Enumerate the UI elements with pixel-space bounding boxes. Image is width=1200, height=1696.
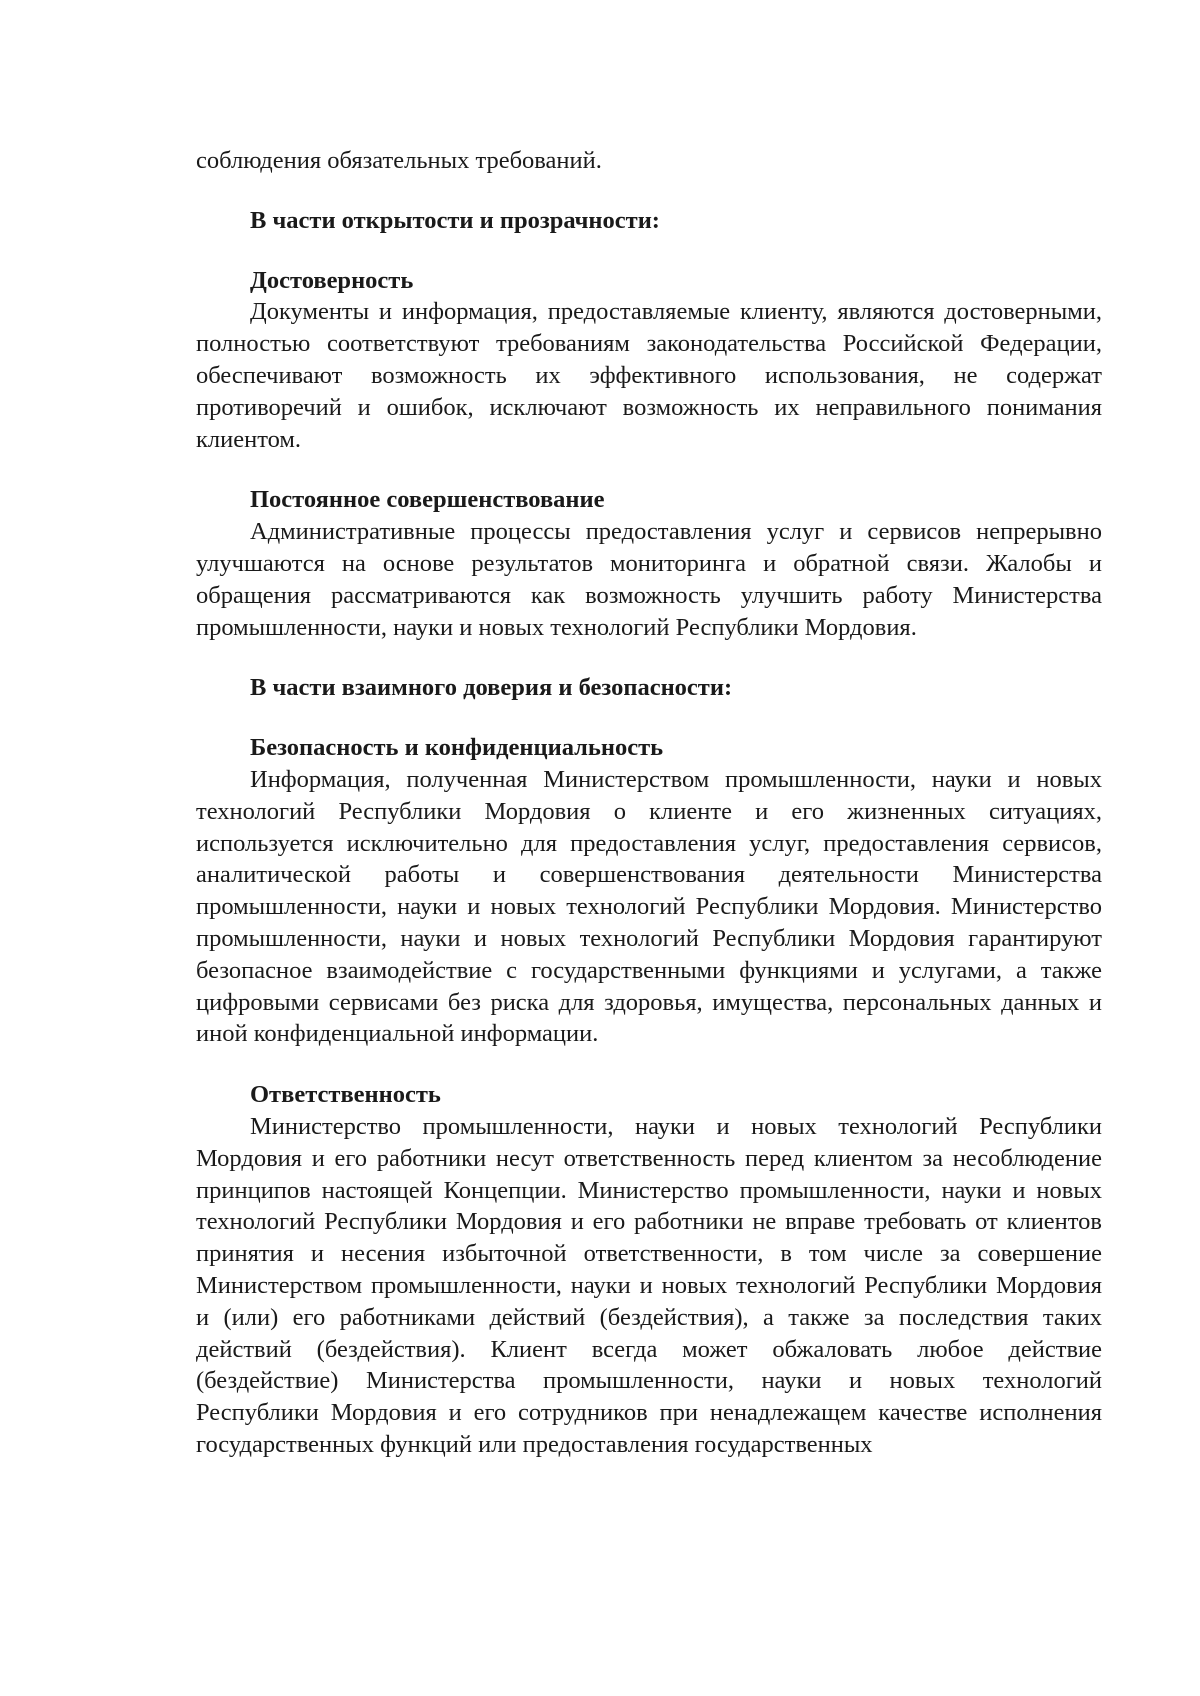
subsection-title: Безопасность и конфиденциальность <box>250 734 664 762</box>
section-heading-trust: В части взаимного доверия и безопасности: <box>250 674 733 702</box>
subsection-paragraph: Министерство промышленности, науки и новых технологий Республики Мордовия и его работники несут ответственность перед клиентом за несоблюдение принципов настоящей Концепции. Министерство промышленности, науки и новых технологий Республики Мордовия и его работники не вправе требовать от клиентов принятия и несения избыточной ответственности, в том числе за совершение Министерством промышленности, науки и новых технологий Республики Мордовия и (или) его работниками действий (бездействия), а также за последствия таких действий (бездействия). Клиент всегда может обжаловать любое действие (бездействие) Министерства промышленности, науки и новых технологий Республики Мордовия и его сотрудников при ненадлежащем качестве исполнения государственных функций или предоставления государственных <box>196 1112 1102 1458</box>
document-page <box>196 145 1102 1490</box>
subsection-paragraph: Документы и информация, предоставляемые клиенту, являются достоверными, полностью соответствуют требованиям законодательства Российской Федерации, обеспечивают возможность их эффективного использования, не содержат противоречий и ошибок, исключают возможность их неправильного понимания клиентом. <box>196 298 1102 453</box>
continuation-text: соблюдения обязательных требований. <box>196 147 602 174</box>
subsection-paragraph: Информация, полученная Министерством промышленности, науки и новых технологий Республики Мордовия о клиенте и его жизненных ситуациях, используется исключительно для предоставления услуг, предоставления сервисов, аналитической работы и совершенствования деятельности Министерства промышленности, науки и новых технологий Республики Мордовия. Министерство промышленности, науки и новых технологий Республики Мордовия гарантируют безопасное взаимодействие с государственными функциями и услугами, а также цифровыми сервисами без риска для здоровья, имущества, персональных данных и иной конфиденциальной информации. <box>196 765 1102 1048</box>
subsection-reliability <box>196 265 1102 456</box>
subsection-security <box>196 732 1102 1050</box>
subsection-title: Постоянное совершенствование <box>250 486 605 514</box>
subsection-title: Достоверность <box>250 266 414 294</box>
section-heading-openness: В части открытости и прозрачности: <box>250 206 660 234</box>
subsection-responsibility <box>196 1079 1102 1461</box>
subsection-improvement <box>196 484 1102 643</box>
subsection-paragraph: Административные процессы предоставления услуг и сервисов непрерывно улучшаются на основе результатов мониторинга и обратной связи. Жалобы и обращения рассматриваются как возможность улучшить работу Министерства промышленности, науки и новых технологий Республики Мордовия. <box>196 518 1102 641</box>
subsection-title: Ответственность <box>250 1081 441 1109</box>
